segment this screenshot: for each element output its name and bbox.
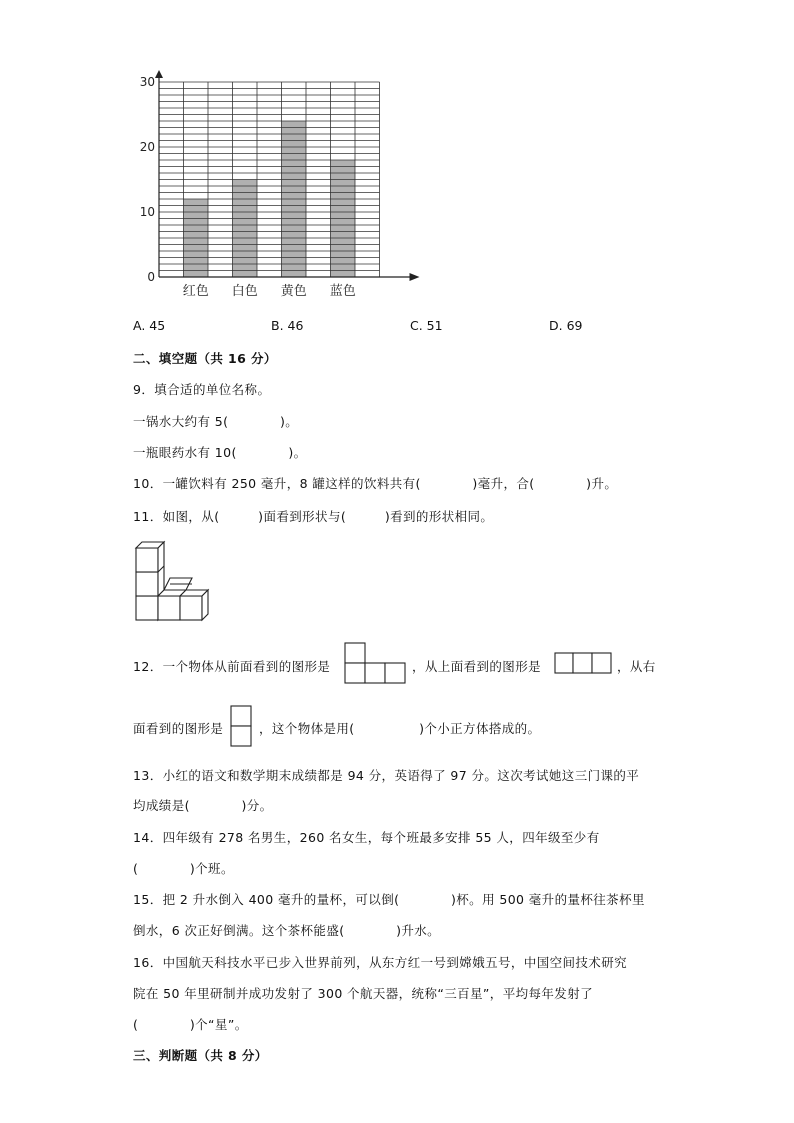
question-12-part-2: ，从上面看到的图形是 <box>412 659 542 674</box>
question-10: 10．一罐饮料有 250 毫升，8 罐这样的饮料共有( )毫升，合( )升。 <box>133 476 618 491</box>
bar-chart <box>140 68 420 308</box>
y-tick-label: 30 <box>140 75 155 89</box>
section-title-fill-blank: 二、填空题（共 16 分） <box>133 351 277 366</box>
question-13-line-1: 13．小红的语文和数学期末成绩都是 94 分，英语得了 97 分。这次考试她这三门课的平 <box>133 768 640 783</box>
option-a[interactable]: A. 45 <box>133 318 166 333</box>
question-16-line-1: 16．中国航天科技水平已步入世界前列，从东方红一号到嫦娥五号，中国空间技术研究 <box>133 955 628 970</box>
front-view-figure <box>344 642 406 684</box>
right-view-figure <box>230 705 254 747</box>
cube-stack-figure <box>132 538 212 624</box>
x-axis-arrow <box>410 273 420 281</box>
bar-2 <box>233 180 258 278</box>
question-12-part-5: ，这个物体是用( )个小正方体搭成的。 <box>259 721 541 736</box>
question-14-line-2: ( )个班。 <box>133 861 234 876</box>
question-11: 11．如图，从( )面看到形状与( )看到的形状相同。 <box>133 509 494 524</box>
option-b[interactable]: B. 46 <box>271 318 304 333</box>
question-9-line-2: 一瓶眼药水有 10( )。 <box>133 445 307 460</box>
y-tick-label: 10 <box>140 205 155 219</box>
question-15-line-1: 15．把 2 升水倒入 400 毫升的量杯，可以倒( )杯。用 500 毫升的量杯往茶杯里 <box>133 892 645 907</box>
question-12-part-1: 12．一个物体从前面看到的图形是 <box>133 659 331 674</box>
question-16-line-3: ( )个“星”。 <box>133 1017 248 1032</box>
y-tick-label: 20 <box>140 140 155 154</box>
option-c[interactable]: C. 51 <box>410 318 443 333</box>
section-title-judgement: 三、判断题（共 8 分） <box>133 1048 268 1063</box>
category-label: 红色 <box>182 284 209 299</box>
top-view-figure <box>554 652 612 674</box>
question-13-line-2: 均成绩是( )分。 <box>133 798 273 813</box>
question-12-part-3: ，从右 <box>617 659 656 674</box>
question-14-line-1: 14．四年级有 278 名男生，260 名女生，每个班最多安排 55 人，四年级至少有 <box>133 830 600 845</box>
category-label: 黄色 <box>280 284 307 299</box>
question-16-line-2: 院在 50 年里研制并成功发射了 300 个航天器，统称“三百星”，平均每年发射了 <box>133 986 594 1001</box>
y-axis-arrow <box>155 70 163 78</box>
question-15-line-2: 倒水，6 次正好倒满。这个茶杯能盛( )升水。 <box>133 923 441 938</box>
question-9-stem: 9．填合适的单位名称。 <box>133 382 271 397</box>
question-12-part-4: 面看到的图形是 <box>133 721 224 736</box>
category-label: 白色 <box>231 284 258 299</box>
y-tick-label: 0 <box>147 270 155 284</box>
category-label: 蓝色 <box>329 284 356 299</box>
question-9-line-1: 一锅水大约有 5( )。 <box>133 414 299 429</box>
option-d[interactable]: D. 69 <box>549 318 583 333</box>
